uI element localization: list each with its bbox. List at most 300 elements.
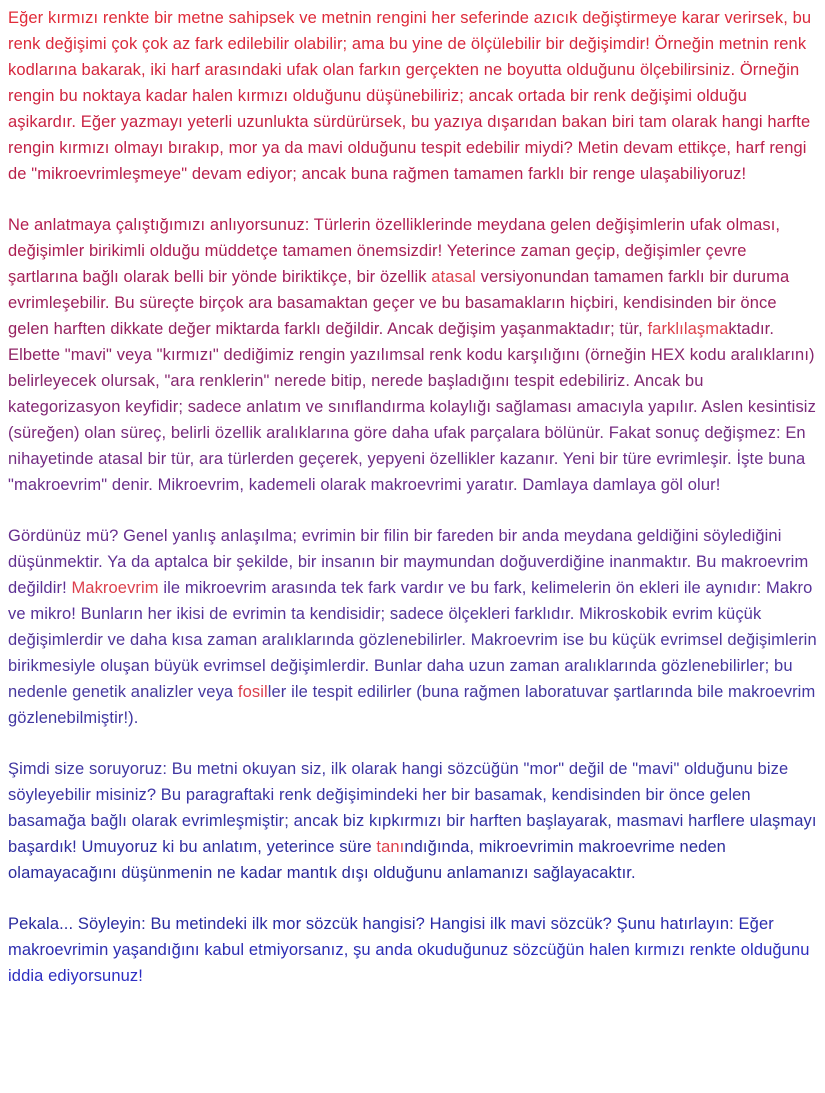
word: yapılır. <box>648 398 698 416</box>
word: olması, <box>726 216 781 234</box>
word: kademeli <box>248 476 316 494</box>
word: Umuyoruz <box>81 838 158 856</box>
word: Ancak <box>633 372 681 390</box>
word: laboratuvar <box>524 683 609 701</box>
word: kelimelerin <box>531 579 612 597</box>
word: edebilir <box>465 139 520 157</box>
word: sürdürürsek, <box>313 113 407 131</box>
word: versiyonundan <box>480 268 590 286</box>
word: sahipsek <box>228 9 295 27</box>
word: ve <box>419 294 437 312</box>
inline-link[interactable]: atasal <box>431 268 476 286</box>
word: basamaktan <box>277 294 369 312</box>
word: kodu <box>689 346 726 364</box>
word: tespit <box>421 139 462 157</box>
word: evrim <box>672 605 713 623</box>
word: değer <box>168 320 211 338</box>
word: harfte <box>767 113 811 131</box>
word: olarak <box>671 113 718 131</box>
word: kabul <box>204 941 245 959</box>
word: türe <box>622 450 652 468</box>
word: "ara <box>164 372 195 390</box>
word: başladığını <box>427 372 510 390</box>
word: makroevrim <box>721 553 809 571</box>
word: zaman <box>509 657 560 675</box>
word: anlatım, <box>202 838 262 856</box>
word: gözlenebilirler. <box>358 631 467 649</box>
word: bu <box>774 657 793 675</box>
word: ara <box>248 294 273 312</box>
word: ilk <box>490 915 506 933</box>
word: daha <box>129 631 168 649</box>
word: ilk <box>251 915 268 933</box>
word: (buna <box>416 683 459 701</box>
word: paragraftaki <box>185 786 275 804</box>
word: okuyan <box>242 760 297 778</box>
word: biriktikçe, <box>281 268 352 286</box>
word: Şimdi <box>8 760 50 778</box>
word: metnin <box>718 35 769 53</box>
word: kategorizasyon <box>8 398 121 416</box>
word: bitip, <box>330 372 367 390</box>
word: ile <box>683 579 701 597</box>
word: inanmaktır. <box>609 553 692 571</box>
word: başardık! <box>8 838 77 856</box>
word: basamakların <box>464 294 566 312</box>
word: zaman <box>520 242 571 260</box>
word: önce <box>740 294 777 312</box>
word: Ne <box>8 216 30 234</box>
word: olduğunu <box>566 61 636 79</box>
word: Ya <box>107 553 127 571</box>
word: ufak <box>689 216 722 234</box>
word: Bu <box>171 760 193 778</box>
word: değişimlerdir <box>8 631 103 649</box>
word: mantık <box>286 864 337 882</box>
word: Damlaya <box>522 476 589 494</box>
word: masmavi <box>616 812 684 830</box>
word: kesintisiz <box>747 398 816 416</box>
word: bu <box>179 838 198 856</box>
word: yeterli <box>187 113 233 131</box>
word: ortada <box>517 87 566 105</box>
word: Fakat <box>608 424 651 442</box>
word: ile <box>291 683 308 701</box>
word: nihayetinde <box>8 450 94 468</box>
word: Eğer <box>80 113 116 131</box>
word: makroevrimin <box>8 941 109 959</box>
word: kendisinden <box>623 294 713 312</box>
word: mor <box>272 915 302 933</box>
word: de <box>8 165 27 183</box>
word: sadece <box>389 605 444 623</box>
paragraph-2 <box>8 212 817 498</box>
word: Makroevrim <box>470 631 558 649</box>
word: fareden <box>437 527 494 545</box>
word: (örneğin <box>584 346 647 364</box>
word: geldiğini <box>637 527 699 545</box>
word: rengin <box>298 346 346 364</box>
word: rağmen <box>392 165 450 183</box>
word: kısa <box>171 631 203 649</box>
word: Hangisi <box>429 915 486 933</box>
word: renk <box>593 87 626 105</box>
word: da <box>131 553 150 571</box>
word: sözcük? <box>550 915 612 933</box>
word: farklı <box>528 165 565 183</box>
word: noktaya <box>82 87 141 105</box>
word: harf <box>170 61 200 79</box>
word: belirleyecek <box>8 372 97 390</box>
word: küçük <box>612 631 656 649</box>
word: tam <box>639 113 667 131</box>
inline-link[interactable]: fosil <box>237 683 268 701</box>
word: bir <box>709 268 728 286</box>
word: "mavi" <box>632 760 680 778</box>
word: göl <box>660 476 684 494</box>
inline-link[interactable]: farklılaşma <box>647 320 729 338</box>
word: bir <box>360 527 380 545</box>
word: bu <box>59 87 78 105</box>
word: ölçekleri <box>448 605 510 623</box>
word: belirli <box>170 424 211 442</box>
word: bu <box>792 9 812 27</box>
word: doğuverdiğine <box>499 553 605 571</box>
word: düşünmenin <box>121 864 213 882</box>
word: gerçekten <box>405 61 480 79</box>
word: başlayarak, <box>526 812 612 830</box>
word: veya <box>116 346 152 364</box>
word: anda <box>375 941 413 959</box>
word: hiçbiri, <box>569 294 619 312</box>
word: neden <box>679 838 726 856</box>
word: biri <box>611 113 635 131</box>
word: bize <box>757 760 789 778</box>
word: yönde <box>231 268 278 286</box>
word: atasal <box>98 450 143 468</box>
word: ndığında, <box>404 838 475 856</box>
word: renge <box>592 165 636 183</box>
word: sonuç <box>655 424 700 442</box>
word: geçip, <box>575 242 620 260</box>
word: karar <box>681 9 720 27</box>
word: Makro <box>766 579 813 597</box>
word: Mikroskobik <box>579 605 668 623</box>
word: özellik <box>379 268 427 286</box>
word: ilk <box>330 760 347 778</box>
word: bölünür. <box>544 424 605 442</box>
word: sözcüğün <box>447 760 519 778</box>
word: ölçebilirsiniz. <box>639 61 736 79</box>
word: evrimin <box>232 605 287 623</box>
word: ne <box>217 864 236 882</box>
word: bakan <box>561 113 608 131</box>
word: hangi <box>401 760 443 778</box>
word: olan <box>322 61 355 79</box>
word: olduğunu <box>373 864 443 882</box>
word: önce <box>668 786 706 804</box>
word: buna <box>768 450 806 468</box>
word: ve <box>305 398 324 416</box>
word: değişimdir! <box>568 35 650 53</box>
word: bu <box>684 372 704 390</box>
word: bir <box>147 450 167 468</box>
word: biz <box>342 812 365 830</box>
word: makroevrim <box>728 683 816 701</box>
word: aptalca <box>154 553 209 571</box>
word: verirsek, <box>724 9 788 27</box>
word: özellikler <box>429 450 496 468</box>
word: kadar <box>145 87 188 105</box>
word: gelen <box>709 786 751 804</box>
word: "makroevrim" <box>8 476 108 494</box>
word: "mikroevrimleşmeye" <box>31 165 188 183</box>
word: ikisi <box>176 605 205 623</box>
word: oluşan <box>100 657 150 675</box>
word: "mavi" <box>64 346 113 364</box>
word: şartlarında <box>613 683 693 701</box>
word: bağlı <box>90 812 127 830</box>
word: değiştirmeye <box>582 9 678 27</box>
word: gözlenebilirler; <box>661 657 770 675</box>
word: ölçülebilir <box>470 35 541 53</box>
paragraph-5 <box>8 911 817 989</box>
word: etmiyorsanız, <box>248 941 349 959</box>
word: halen <box>192 87 234 105</box>
word: boyutta <box>506 61 562 79</box>
word: bir <box>451 786 470 804</box>
word: dışarıdan <box>487 113 557 131</box>
word: vardır <box>400 579 444 597</box>
word: bu <box>470 579 490 597</box>
word: fark <box>368 579 397 597</box>
word: okuduğunuz <box>417 941 509 959</box>
word: uzun <box>468 657 505 675</box>
word: Gördünüz <box>8 527 82 545</box>
word: birçok <box>198 294 244 312</box>
word: metindeki <box>175 915 248 933</box>
word: mavi <box>307 139 343 157</box>
word: bir <box>599 450 619 468</box>
word: yeterince <box>266 838 335 856</box>
word: söylediğini <box>703 527 782 545</box>
word: edilirler <box>357 683 412 701</box>
word: geçerek, <box>298 450 363 468</box>
word: yazıya <box>434 113 483 131</box>
word: evrimsel <box>203 657 266 675</box>
word: belli <box>173 268 204 286</box>
word: harf <box>735 139 765 157</box>
word: iki <box>150 61 167 79</box>
word: "mor" <box>523 760 565 778</box>
word: olamayacağını <box>8 864 117 882</box>
word: sözcük <box>305 915 358 933</box>
word: Aslen <box>701 398 744 416</box>
word: Mikroevrim, <box>157 476 245 494</box>
word: fark <box>195 35 223 53</box>
word: bir <box>208 268 228 286</box>
word: kırmızı <box>237 87 289 105</box>
word: sadece <box>187 398 242 416</box>
word: ettikçe, <box>677 139 732 157</box>
word: Türlerin <box>313 216 371 234</box>
word: olmayı <box>114 139 164 157</box>
word: ile <box>163 579 181 597</box>
word: tamamen <box>282 242 353 260</box>
word: evrimleşmiştir; <box>181 812 289 830</box>
word: renk <box>8 35 41 53</box>
word: tek <box>341 579 364 597</box>
word: her <box>147 605 172 623</box>
word: tespit <box>514 372 555 390</box>
word: karşılığını <box>507 346 581 364</box>
word: Bu <box>160 786 182 804</box>
word: aynıdır: <box>705 579 762 597</box>
word: gözlenebilmiştir!). <box>8 709 139 727</box>
word: değişimi <box>45 35 107 53</box>
paragraph-1 <box>8 5 817 187</box>
word: bir <box>645 786 665 804</box>
word: sözcüğün <box>512 941 585 959</box>
word: ki <box>162 838 175 856</box>
word: göre <box>353 424 388 442</box>
word: renkte <box>689 941 737 959</box>
word: anlamanızı <box>446 864 529 882</box>
word: kodlarına <box>8 61 77 79</box>
word: bir <box>356 268 376 286</box>
word: aşikardır. <box>8 113 77 131</box>
word: renk <box>429 346 462 364</box>
word: kolaylığı <box>429 398 492 416</box>
word: Elbette <box>8 346 61 364</box>
word: Yeterince <box>446 242 516 260</box>
word: olarak <box>320 476 366 494</box>
word: keyfidir; <box>125 398 183 416</box>
word: birikimli <box>88 242 145 260</box>
word: renkte <box>102 9 150 27</box>
word: devam <box>191 165 242 183</box>
word: değişim <box>438 320 496 338</box>
word: ara <box>199 450 224 468</box>
word: çok <box>142 35 168 53</box>
inline-link[interactable]: tanı <box>376 838 405 856</box>
word: metne <box>177 9 224 27</box>
word: renk <box>773 35 807 53</box>
word: arasındaki <box>204 61 282 79</box>
word: parçalara <box>470 424 540 442</box>
word: Eğer <box>738 915 774 933</box>
word: Genel <box>123 527 168 545</box>
word: bir <box>717 294 736 312</box>
word: Bu <box>695 553 717 571</box>
word: ama <box>351 35 385 53</box>
word: Bunların <box>80 605 143 623</box>
word: ancak <box>468 87 514 105</box>
word: "kırmızı" <box>156 346 219 364</box>
word: gelen <box>8 320 49 338</box>
word: rengin <box>8 87 55 105</box>
word: hangi <box>721 113 763 131</box>
word: kadar <box>240 864 283 882</box>
word: dikkate <box>110 320 164 338</box>
word: HEX <box>650 346 686 364</box>
word: Söyleyin: <box>77 915 146 933</box>
word: aralıklarına <box>266 424 350 442</box>
word: ancak <box>293 812 339 830</box>
word: düşünmektir. <box>8 553 103 571</box>
word: edebiliriz. <box>559 372 631 390</box>
word: kırmızı <box>634 941 685 959</box>
word: tamamen <box>594 268 664 286</box>
word: bir <box>212 553 232 571</box>
word: şartlarına <box>8 268 78 286</box>
word: bir <box>297 553 317 571</box>
word: tür, <box>170 450 195 468</box>
word: de <box>608 760 628 778</box>
word: harflere <box>688 812 745 830</box>
word: şu <box>353 941 371 959</box>
word: hangisi? <box>362 915 425 933</box>
word: evrimleşebilir. <box>8 294 110 312</box>
word: olarak <box>351 760 398 778</box>
word: evrimleşir. <box>656 450 732 468</box>
word: insanın <box>321 553 376 571</box>
word: ekleri <box>639 579 680 597</box>
word: süreç, <box>120 424 167 442</box>
word: olan <box>84 424 116 442</box>
word: değişimlerin <box>595 216 686 234</box>
word: Metin <box>577 139 619 157</box>
word: Eğer <box>8 9 44 27</box>
word: değişimler <box>624 242 701 260</box>
word: çevre <box>705 242 747 260</box>
word: küçük <box>717 605 762 623</box>
word: bir <box>498 527 518 545</box>
word: her <box>422 786 447 804</box>
word: misiniz? <box>95 786 157 804</box>
word: Yeni <box>562 450 595 468</box>
word: miktarda <box>215 320 280 338</box>
word: mikro! <box>30 605 76 623</box>
word: evrimin <box>301 527 356 545</box>
word: olduğu <box>696 87 747 105</box>
word: kendisinden <box>551 786 641 804</box>
word: olursak, <box>101 372 160 390</box>
word: Şunu <box>616 915 656 933</box>
word: meydana <box>476 216 546 234</box>
word: analizler <box>130 683 194 701</box>
word: soruyoruz: <box>88 760 168 778</box>
word: ve <box>448 579 466 597</box>
word: yaratır. <box>466 476 518 494</box>
word: arasında <box>271 579 337 597</box>
word: kazanır. <box>499 450 559 468</box>
word: mikroevrim <box>184 579 267 597</box>
paragraph-3 <box>8 523 817 731</box>
inline-link[interactable]: Makroevrim <box>71 579 159 597</box>
word: kendisidir; <box>309 605 386 623</box>
word: ler <box>267 683 287 701</box>
word: ve <box>107 631 126 649</box>
word: bir <box>446 812 465 830</box>
word: bile <box>697 683 724 701</box>
word: metnin <box>321 9 372 27</box>
word: zaman <box>207 631 258 649</box>
word: harften <box>469 812 522 830</box>
word: damlaya <box>592 476 657 494</box>
word: değişimlerdir. <box>270 657 370 675</box>
word: basamak, <box>474 786 547 804</box>
